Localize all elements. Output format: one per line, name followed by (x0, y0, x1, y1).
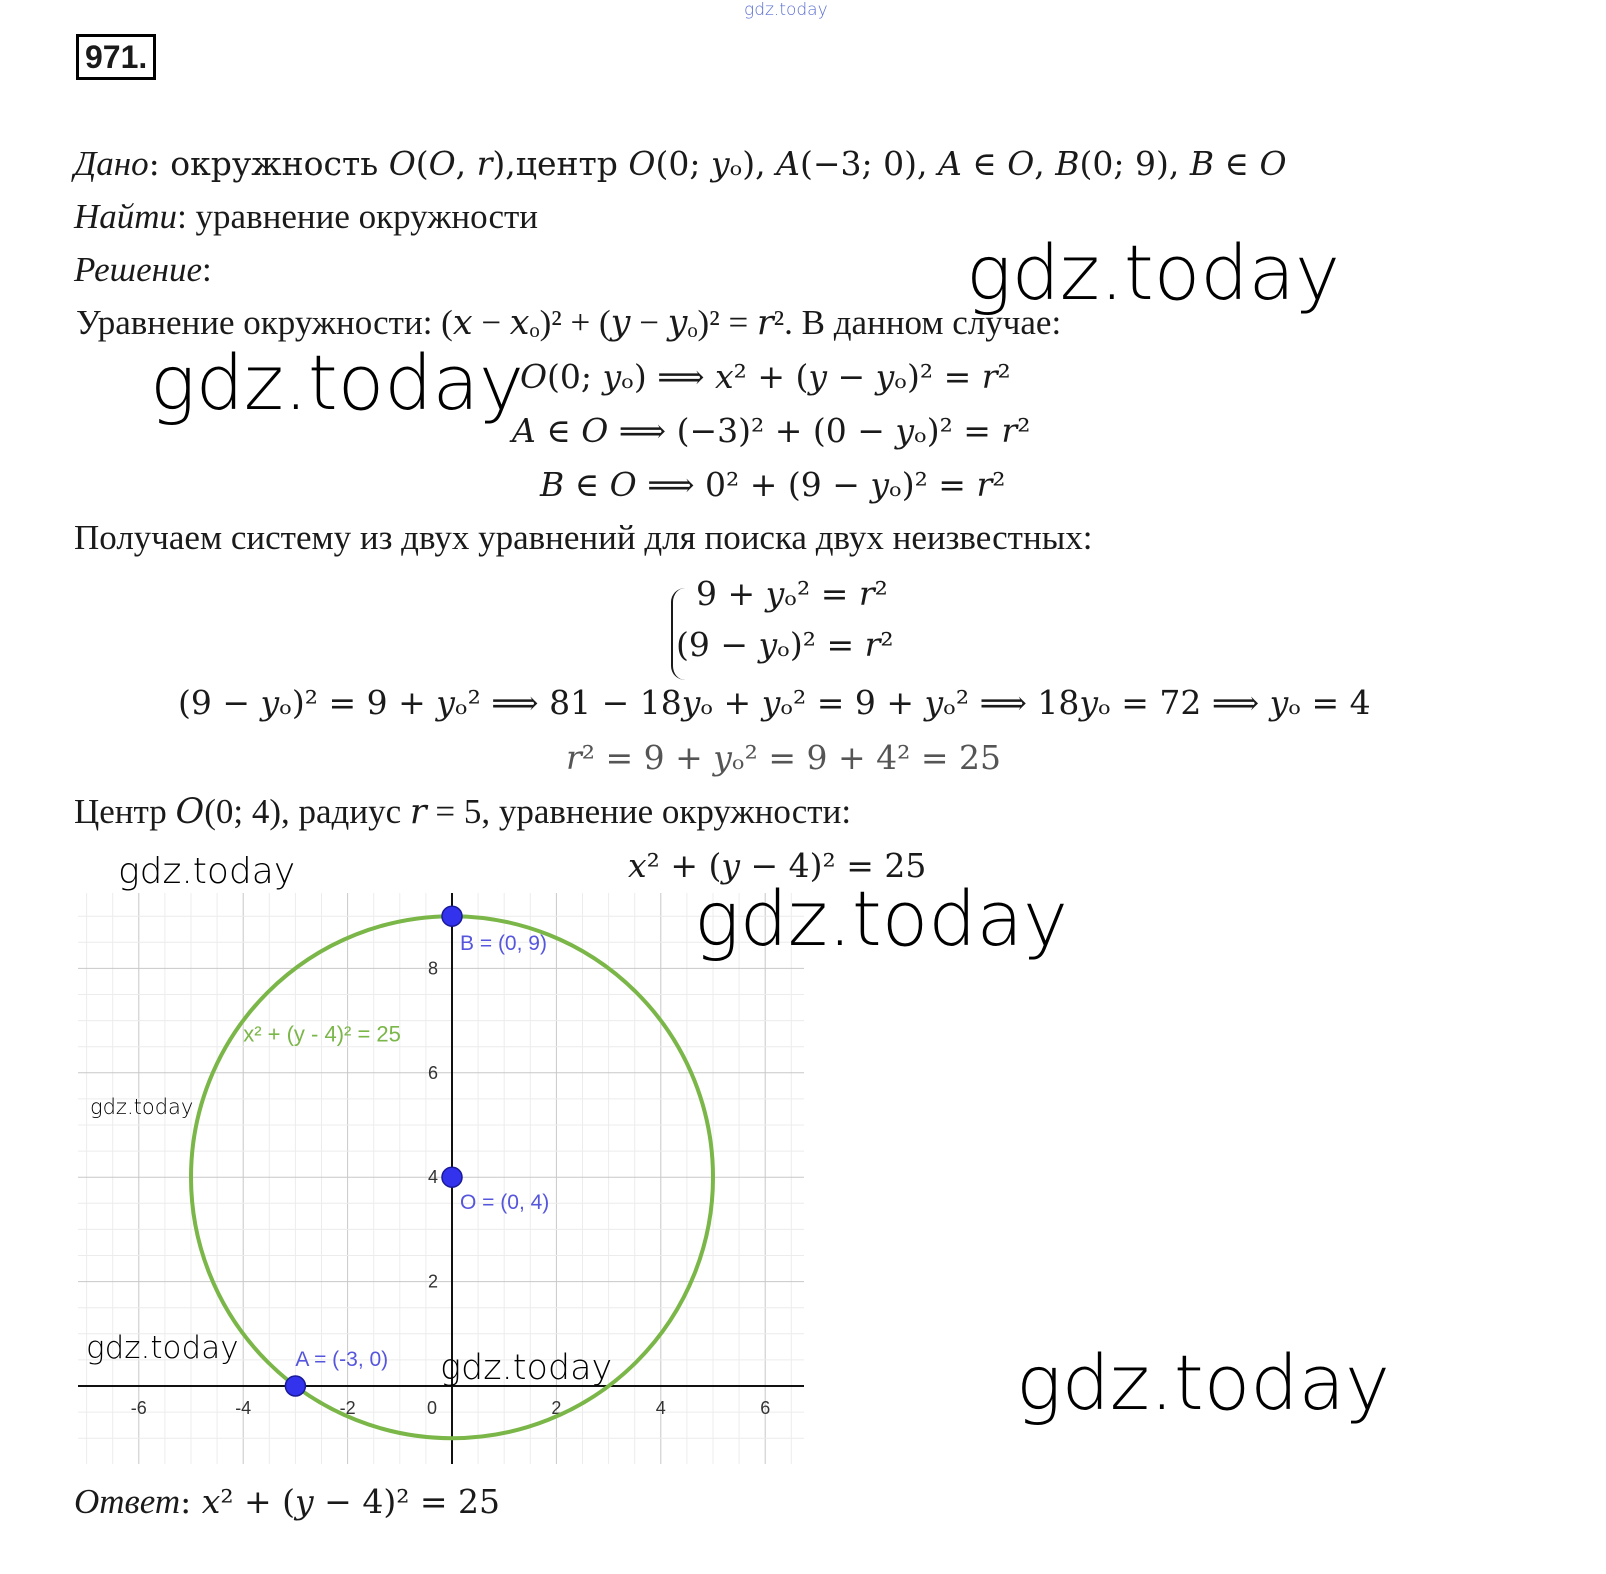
watermark-medium-1: gdz.today (118, 851, 296, 892)
solution-text: : (202, 250, 212, 289)
y-tick-label: 2 (427, 1271, 438, 1292)
final-equation: 𝑥² + (𝑦 − 4)² = 25 (628, 846, 927, 885)
system-equation-2: (9 − 𝑦ₒ)² = 𝑟² (676, 625, 894, 664)
x-tick-label: 2 (551, 1398, 562, 1418)
condition-point-a: 𝐴 ∈ 𝑂 ⟹ (−3)² + (0 − 𝑦ₒ)² = 𝑟² (512, 411, 1031, 450)
point-B (442, 906, 462, 926)
condition-point-b: 𝐵 ∈ 𝑂 ⟹ 0² + (9 − 𝑦ₒ)² = 𝑟² (540, 465, 1006, 504)
x-tick-label: 6 (760, 1398, 771, 1418)
given-label: Дано (74, 144, 149, 183)
y-tick-label: 8 (427, 958, 438, 979)
find-text: : уравнение окружности (177, 197, 539, 236)
watermark-large-1: gdz.today (966, 228, 1340, 317)
system-intro: Получаем систему из двух уравнений для поиска двух неизвестных: (74, 518, 1093, 557)
point-label-O: O = (0, 4) (460, 1191, 550, 1215)
x-tick-label: -6 (130, 1398, 147, 1418)
point-label-A: A = (-3, 0) (295, 1348, 389, 1371)
circle-equation-label: x² + (y - 4)² = 25 (243, 1021, 401, 1047)
x-tick-label: -2 (339, 1398, 356, 1418)
condition-center: 𝑂(0; 𝑦ₒ) ⟹ 𝑥² + (𝑦 − 𝑦ₒ)² = 𝑟² (520, 357, 1011, 396)
find-label: Найти (74, 197, 178, 236)
solution-label: Решение (74, 250, 203, 289)
system-equation-1: 9 + 𝑦ₒ² = 𝑟² (696, 574, 888, 613)
answer-text: : 𝑥² + (𝑦 − 4)² = 25 (180, 1482, 501, 1521)
answer-label: Ответ (74, 1482, 181, 1521)
answer-line (74, 1482, 500, 1522)
watermark-large-2: gdz.today (150, 338, 524, 427)
center-line: Центр 𝑂(0; 4), радиус 𝑟 = 5, уравнение окружности: (74, 792, 852, 831)
watermark-small-1: gdz.today (90, 1095, 194, 1119)
y-tick-label: 4 (427, 1167, 438, 1188)
y-tick-label: 6 (427, 1062, 438, 1083)
x-tick-label: 0 (426, 1398, 438, 1418)
derivation-line-1: (9 − 𝑦ₒ)² = 9 + 𝑦ₒ² ⟹ 81 − 18𝑦ₒ + 𝑦ₒ² = 9 + 𝑦ₒ² ⟹ 18𝑦ₒ = 72 ⟹ 𝑦ₒ = 4 (178, 683, 1371, 722)
watermark-large-3: gdz.today (694, 874, 1068, 963)
watermark-medium-2: gdz.today (86, 1330, 239, 1366)
watermark-medium-3: gdz.today (440, 1348, 613, 1388)
given-text: : окружность 𝑂(𝑂, 𝑟),центр 𝑂(0; 𝑦ₒ), 𝐴(−3; 0), 𝐴 ∈ 𝑂, 𝐵(0; 9), 𝐵 ∈ 𝑂 (148, 144, 1287, 183)
derivation-line-2: 𝑟² = 9 + 𝑦ₒ² = 9 + 4² = 25 (566, 738, 1001, 777)
watermark-top: gdz.today (744, 0, 828, 20)
watermark-large-4: gdz.today (1016, 1338, 1390, 1427)
point-label-B: B = (0, 9) (460, 932, 547, 956)
x-tick-label: -4 (235, 1398, 252, 1418)
x-tick-label: 4 (655, 1398, 666, 1418)
point-A (285, 1376, 305, 1396)
equation-intro: Уравнение окружности: (𝑥 − 𝑥ₒ)² + (𝑦 − 𝑦ₒ)² = 𝑟². В данном случае: (76, 303, 1062, 342)
problem-number: 971. (76, 34, 156, 80)
point-O (442, 1167, 462, 1187)
